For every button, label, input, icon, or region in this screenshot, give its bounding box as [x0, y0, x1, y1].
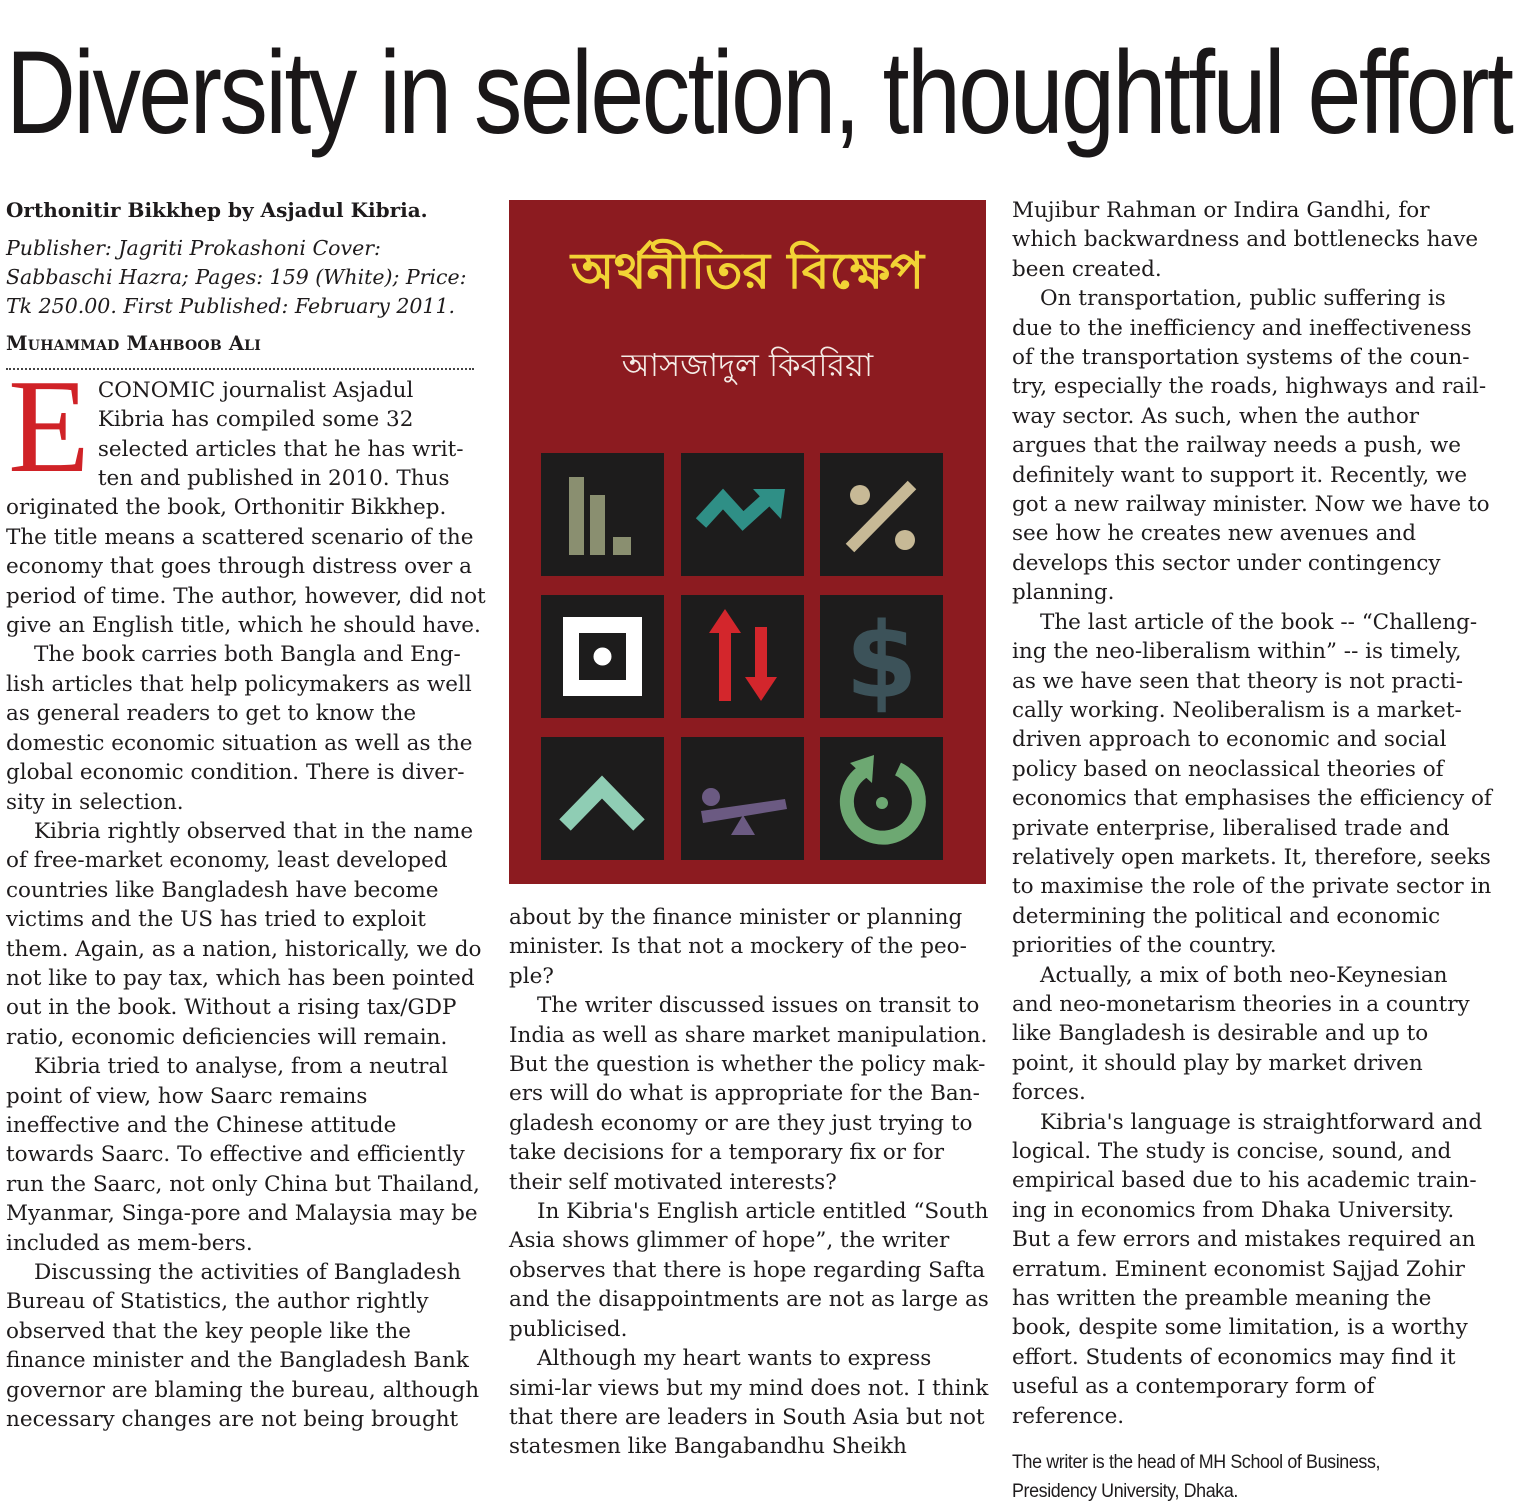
up-down-arrows-icon — [681, 595, 804, 718]
paragraph: On transportation, public suffering is due to the inefficiency and ineffectiveness of the transportation systems of the coun-try, especially the roads, highways and rail-way sector. As such, when the author argues that the railway needs a push, we definitely want to support it. Recently, we got a new railway minister. Now we have to see how he creates new avenues and develops this sector under contingency planning. — [1012, 286, 1490, 606]
byline: Muhammad Mahboob Ali — [6, 332, 261, 356]
paragraph: Kibria's language is straightforward and logical. The study is concise, sound, and empirical based due to his academic train-ing in economics from Dhaka University. But a few errors and mistakes required an erratum. Eminent economist Sajjad Zohir has written the preamble meaning the book, despite some limitation, is a worthy effort. Students of economics may find it useful as a contemporary form of reference. — [1012, 1109, 1483, 1429]
paragraph: Actually, a mix of both neo-Keynesian and neo-monetarism theories in a country like Bangladesh is desirable and up to point, it should play by market driven forces. — [1012, 962, 1470, 1106]
paragraph: Mujibur Rahman or Indira Gandhi, for which backwardness and bottlenecks have been created. — [1012, 198, 1479, 282]
seesaw-icon — [681, 737, 804, 860]
trend-arrow-icon — [681, 453, 804, 576]
column-2 — [509, 903, 989, 1462]
paragraph: Kibria tried to analyse, from a neutral point of view, how Saarc remains ineffective and the Chinese attitude towards Saarc. To effective and efficiently run the Saarc, not only China but Thailand, Myanmar, Singa-pore and Malaysia may be included as mem-bers. — [6, 1054, 480, 1256]
paragraph: The writer discussed issues on transit to India as well as share market manipulation. But the question is whether the policy mak-ers will do what is appropriate for the Ban-gladesh economy or are they just trying to take decisions for a temporary fix or for their self motivated interests? — [509, 993, 988, 1195]
footnote-line: The writer is the head of MH School of Business, — [1012, 1452, 1381, 1474]
chevron-up-icon — [541, 737, 664, 860]
paragraph: about by the finance minister or planning minister. Is that not a mockery of the peo-ple? — [509, 905, 967, 989]
author-footnote — [1012, 1448, 1463, 1506]
percent-icon — [820, 453, 943, 576]
book-title: Orthonitir Bikkhep by Asjadul Kibria. — [6, 198, 428, 222]
svg-text:$: $ — [845, 600, 918, 718]
paragraph — [6, 351, 486, 641]
paragraph-text: CONOMIC journalist Asjadul Kibria has compiled some 32 selected articles that he has writ-ten and published in 2010. Thus originated the book, Orthonitir Bikkhep. The title means a scattered scenario of the economy that goes through distress over a period of time. The author, however, did not give an English title, which he should have. — [6, 377, 486, 639]
circular-arrow-icon — [820, 737, 943, 860]
publisher-info: Publisher: Jagriti Prokashoni Cover: Sabbaschi Hazra; Pages: 159 (White); Price: Tk 250.00. First Published: February 2011. — [6, 236, 467, 319]
footnote-line: Presidency University, Dhaka. — [1012, 1481, 1238, 1503]
headline: Diversity in selection, thoughtful effort — [6, 27, 1512, 159]
paragraph: The book carries both Bangla and Eng-lish articles that help policymakers as well as general readers to get to know the domestic economic situation as well as the global economic condition. There is diver-sity in selection. — [6, 642, 473, 815]
column-1 — [6, 196, 486, 1434]
square-target-icon — [541, 595, 664, 718]
bar-chart-icon — [541, 453, 664, 576]
paragraph: The last article of the book -- “Challeng-ing the neo-liberalism within” -- is timely, as we have seen that theory is not practi-cally working. Neoliberalism is a market-driven approach to economic and social policy based on neoclassical theories of economics that emphasises the efficiency of private enterprise, liberalised trade and relatively open markets. It, therefore, seeks to maximise the role of the private sector in determining the political and economic priorities of the country. — [1012, 609, 1492, 959]
cover-author-bangla: আসজাদুল কিবরিয়া — [621, 346, 874, 384]
book-cover-image — [509, 200, 986, 884]
paragraph: In Kibria's English article entitled “South Asia shows glimmer of hope”, the writer observes that there is hope regarding Safta and the disappointments are not as large as publicised. — [509, 1199, 989, 1342]
column-3 — [1012, 196, 1492, 1506]
drop-cap: E — [8, 351, 90, 500]
paragraph: Although my heart wants to express simi-lar views but my mind does not. I think that there are leaders in South Asia but not statesmen like Bangabandhu Sheikh — [509, 1346, 989, 1460]
paragraph: Discussing the activities of Bangladesh Bureau of Statistics, the author rightly observed that the key people like the finance minister and the Bangladesh Bank governor are blaming the bureau, although necessary changes are not being brought — [6, 1260, 480, 1433]
dollar-icon — [820, 595, 943, 718]
paragraph: Kibria rightly observed that in the name of free-market economy, least developed countries like Bangladesh have become victims and the US has tried to exploit them. Again, as a nation, historically, we do not like to pay tax, which has been pointed out in the book. Without a rising tax/GDP ratio, economic deficiencies will remain. — [6, 818, 482, 1050]
cover-title-bangla: অর্থনীতির বিক্ষেপ — [570, 242, 925, 300]
